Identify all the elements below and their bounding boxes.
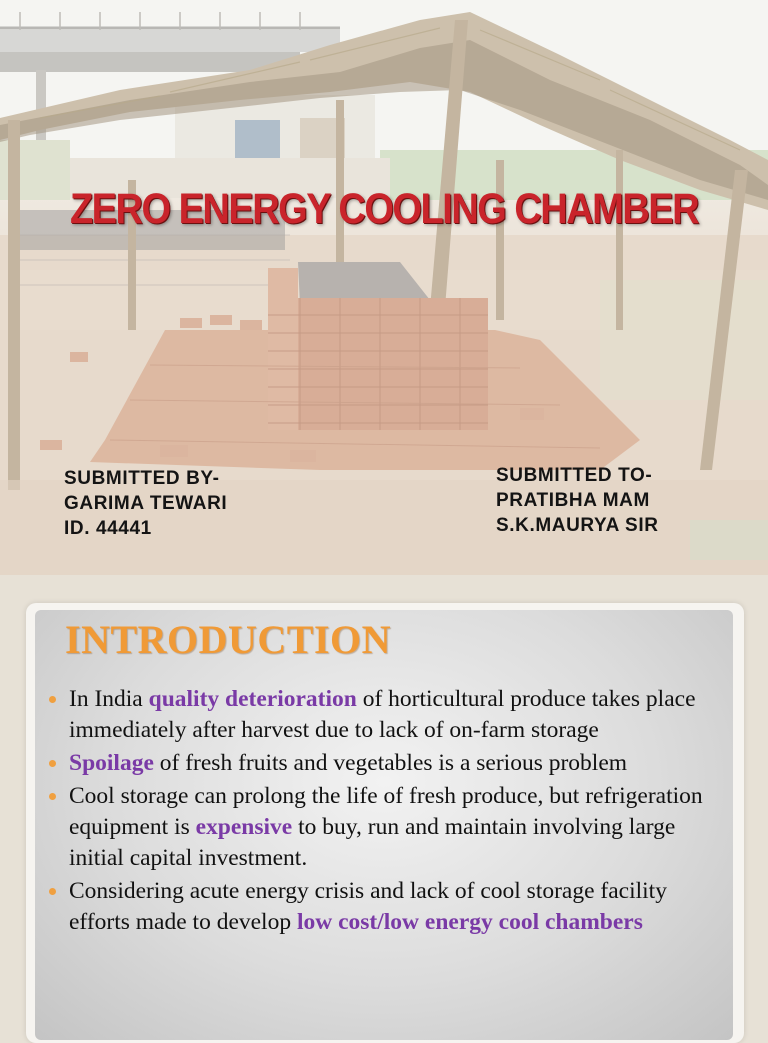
submitted-to-label: SUBMITTED TO- [496,465,653,486]
intro-slide [35,610,733,1040]
bullet-dot-icon [49,696,56,703]
bullet-item [49,781,729,874]
bullet-dot-icon [49,760,56,767]
submitted-by-label: SUBMITTED BY- [64,468,220,489]
bullet-dot-icon [49,793,56,800]
bullet-text: In India [69,686,149,712]
highlight-text: Spoilage [69,750,154,776]
bullet-dot-icon [49,888,56,895]
bullet-text: to buy, run and maintain involving large initial capital investment. [69,814,676,871]
recipient-2: S.K.MAURYA SIR [496,515,659,536]
highlight-text: quality deterioration [148,686,357,712]
highlight-text: expensive [195,814,293,840]
submitted-to-block [496,463,659,538]
bullet-text: of horticultural produce takes place immediately after harvest due to lack of on-farm storage [69,686,696,743]
recipient-1: PRATIBHA MAM [496,490,650,511]
bullet-text: of fresh fruits and vegetables is a serious problem [153,750,628,776]
submitter-id: ID. 44441 [64,518,152,539]
bullet-item [49,748,729,779]
bullet-text: Cool storage can prolong the life of fresh produce, but refrigeration equipment is [69,783,703,840]
highlight-text: low cost/low energy cool chambers [296,909,643,935]
intro-title: INTRODUCTION [65,617,392,662]
submitted-by-block [64,466,227,541]
bullet-text: Considering acute energy crisis and lack of cool storage facility efforts made to develop [69,878,667,935]
submitter-name: GARIMA TEWARI [64,493,228,514]
bullet-item [49,684,729,746]
bullet-list [49,684,729,940]
slide-title: ZERO ENERGY COOLING CHAMBER [69,186,699,234]
bullet-item [49,876,729,938]
